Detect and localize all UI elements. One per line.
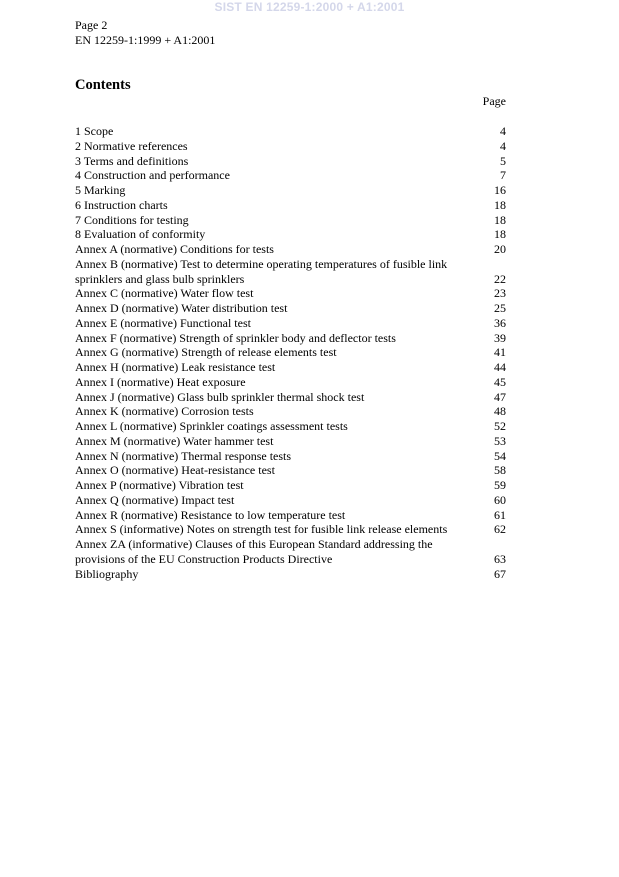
toc-entry[interactable]: [75, 463, 506, 478]
toc-entry-page: 62: [494, 522, 506, 537]
toc-entry[interactable]: [75, 316, 506, 331]
toc-entry-page: 5: [500, 153, 506, 168]
toc-entry-page: 25: [494, 301, 506, 315]
toc-entry[interactable]: [75, 213, 506, 228]
toc-entry[interactable]: [75, 168, 506, 183]
toc-entry[interactable]: [75, 286, 506, 301]
toc-entry-page: 52: [494, 419, 506, 433]
toc-entry-title: 4 Construction and performance: [75, 168, 230, 183]
toc-entry-page: 67: [494, 566, 506, 581]
toc-entry-title: Annex C (normative) Water flow test: [75, 286, 254, 301]
toc-entry-title: Annex J (normative) Glass bulb sprinkler thermal shock test: [75, 389, 365, 404]
toc-entry-page: 23: [494, 286, 506, 301]
toc-entry-title: Annex N (normative) Thermal response tests: [75, 448, 292, 463]
toc-entry-title: Annex A (normative) Conditions for tests: [75, 242, 274, 256]
standard-designation: EN 12259-1:1999 + A1:2001: [75, 33, 216, 47]
toc-entry[interactable]: [75, 390, 506, 405]
toc-entry-page: 60: [494, 492, 506, 507]
toc-entry-page: 4: [500, 124, 506, 138]
toc-entry-page: 36: [494, 315, 506, 330]
toc-entry[interactable]: [75, 522, 506, 537]
toc-entry-title: 2 Normative references: [75, 138, 188, 153]
toc-entry-title: 1 Scope: [75, 124, 114, 138]
toc-entry-page: 54: [494, 448, 506, 463]
toc-entry-title: Annex ZA (informative) Clauses of this European Standard addressing the provisions of the EU Construction Products Directive: [75, 537, 433, 566]
toc-entry-title: Annex G (normative) Strength of release elements test: [75, 345, 337, 360]
toc-entry-title: 5 Marking: [75, 183, 126, 197]
toc-entry-title: Annex H (normative) Leak resistance test: [75, 360, 276, 374]
toc-entry-title: Annex S (informative) Notes on strength test for fusible link release elements: [75, 522, 448, 537]
toc-entry-title: Annex Q (normative) Impact test: [75, 492, 235, 507]
toc-entry-page: 16: [494, 183, 506, 197]
toc-entry-page: 53: [494, 433, 506, 448]
toc-entry-page: 18: [494, 227, 506, 242]
toc-entry-title: Annex D (normative) Water distribution test: [75, 301, 288, 315]
toc-entry-title: Annex I (normative) Heat exposure: [75, 374, 246, 389]
toc-entry-page: 61: [494, 507, 506, 522]
table-of-contents: [75, 124, 506, 581]
toc-entry[interactable]: [75, 227, 506, 242]
toc-entry-page: 39: [494, 330, 506, 345]
toc-entry[interactable]: [75, 198, 506, 213]
toc-entry-page: 59: [494, 478, 506, 492]
toc-entry-title: 7 Conditions for testing: [75, 212, 189, 227]
toc-entry[interactable]: [75, 331, 506, 346]
toc-entry[interactable]: [75, 183, 506, 198]
watermark-standard-id: SIST EN 12259-1:2000 + A1:2001: [214, 0, 405, 14]
toc-entry-title: Annex R (normative) Resistance to low temperature test: [75, 507, 346, 522]
toc-entry[interactable]: [75, 508, 506, 523]
toc-entry[interactable]: [75, 257, 506, 287]
toc-entry-page: 18: [494, 212, 506, 227]
toc-entry-title: Annex B (normative) Test to determine operating temperatures of fusible link sprinklers and glass bulb sprinklers: [75, 256, 448, 286]
toc-entry[interactable]: [75, 493, 506, 508]
toc-entry[interactable]: [75, 449, 506, 464]
toc-entry-page: 4: [500, 138, 506, 153]
toc-entry[interactable]: [75, 404, 506, 419]
toc-entry[interactable]: [75, 419, 506, 434]
toc-entry-title: Annex L (normative) Sprinkler coatings assessment tests: [75, 419, 348, 433]
toc-entry-page: 22: [494, 271, 506, 286]
toc-entry[interactable]: [75, 345, 506, 360]
contents-heading: Contents: [75, 77, 131, 93]
toc-entry[interactable]: [75, 139, 506, 154]
toc-entry[interactable]: [75, 567, 506, 582]
toc-entry[interactable]: [75, 301, 506, 316]
page-column-label: Page: [482, 94, 506, 108]
toc-entry[interactable]: [75, 154, 506, 169]
toc-entry[interactable]: [75, 360, 506, 375]
toc-entry[interactable]: [75, 434, 506, 449]
toc-entry-title: Annex K (normative) Corrosion tests: [75, 404, 254, 419]
toc-entry[interactable]: [75, 124, 506, 139]
toc-entry-title: Annex F (normative) Strength of sprinkler body and deflector tests: [75, 330, 396, 345]
toc-entry-page: 58: [494, 463, 506, 478]
toc-entry-title: Bibliography: [75, 566, 139, 581]
toc-entry-page: 45: [494, 374, 506, 389]
toc-entry-page: 44: [494, 360, 506, 374]
toc-entry-title: Annex O (normative) Heat-resistance test: [75, 463, 275, 478]
toc-entry-title: Annex E (normative) Functional test: [75, 315, 251, 330]
page-number: Page 2: [75, 18, 108, 32]
toc-entry-title: 6 Instruction charts: [75, 197, 168, 212]
toc-entry-title: 3 Terms and definitions: [75, 153, 189, 168]
page-header: [75, 18, 215, 48]
toc-entry-page: 47: [494, 389, 506, 404]
toc-entry-title: 8 Evaluation of conformity: [75, 227, 206, 242]
toc-entry-page: 41: [494, 345, 506, 360]
toc-entry[interactable]: [75, 242, 506, 257]
toc-entry-page: 63: [494, 551, 506, 566]
toc-entry-page: 18: [494, 197, 506, 212]
toc-entry-page: 20: [494, 242, 506, 256]
toc-entry[interactable]: [75, 375, 506, 390]
toc-entry-page: 7: [500, 168, 506, 183]
toc-entry-page: 48: [494, 404, 506, 419]
toc-entry[interactable]: [75, 537, 506, 567]
toc-entry-title: Annex M (normative) Water hammer test: [75, 433, 274, 448]
toc-entry[interactable]: [75, 478, 506, 493]
toc-entry-title: Annex P (normative) Vibration test: [75, 478, 244, 492]
